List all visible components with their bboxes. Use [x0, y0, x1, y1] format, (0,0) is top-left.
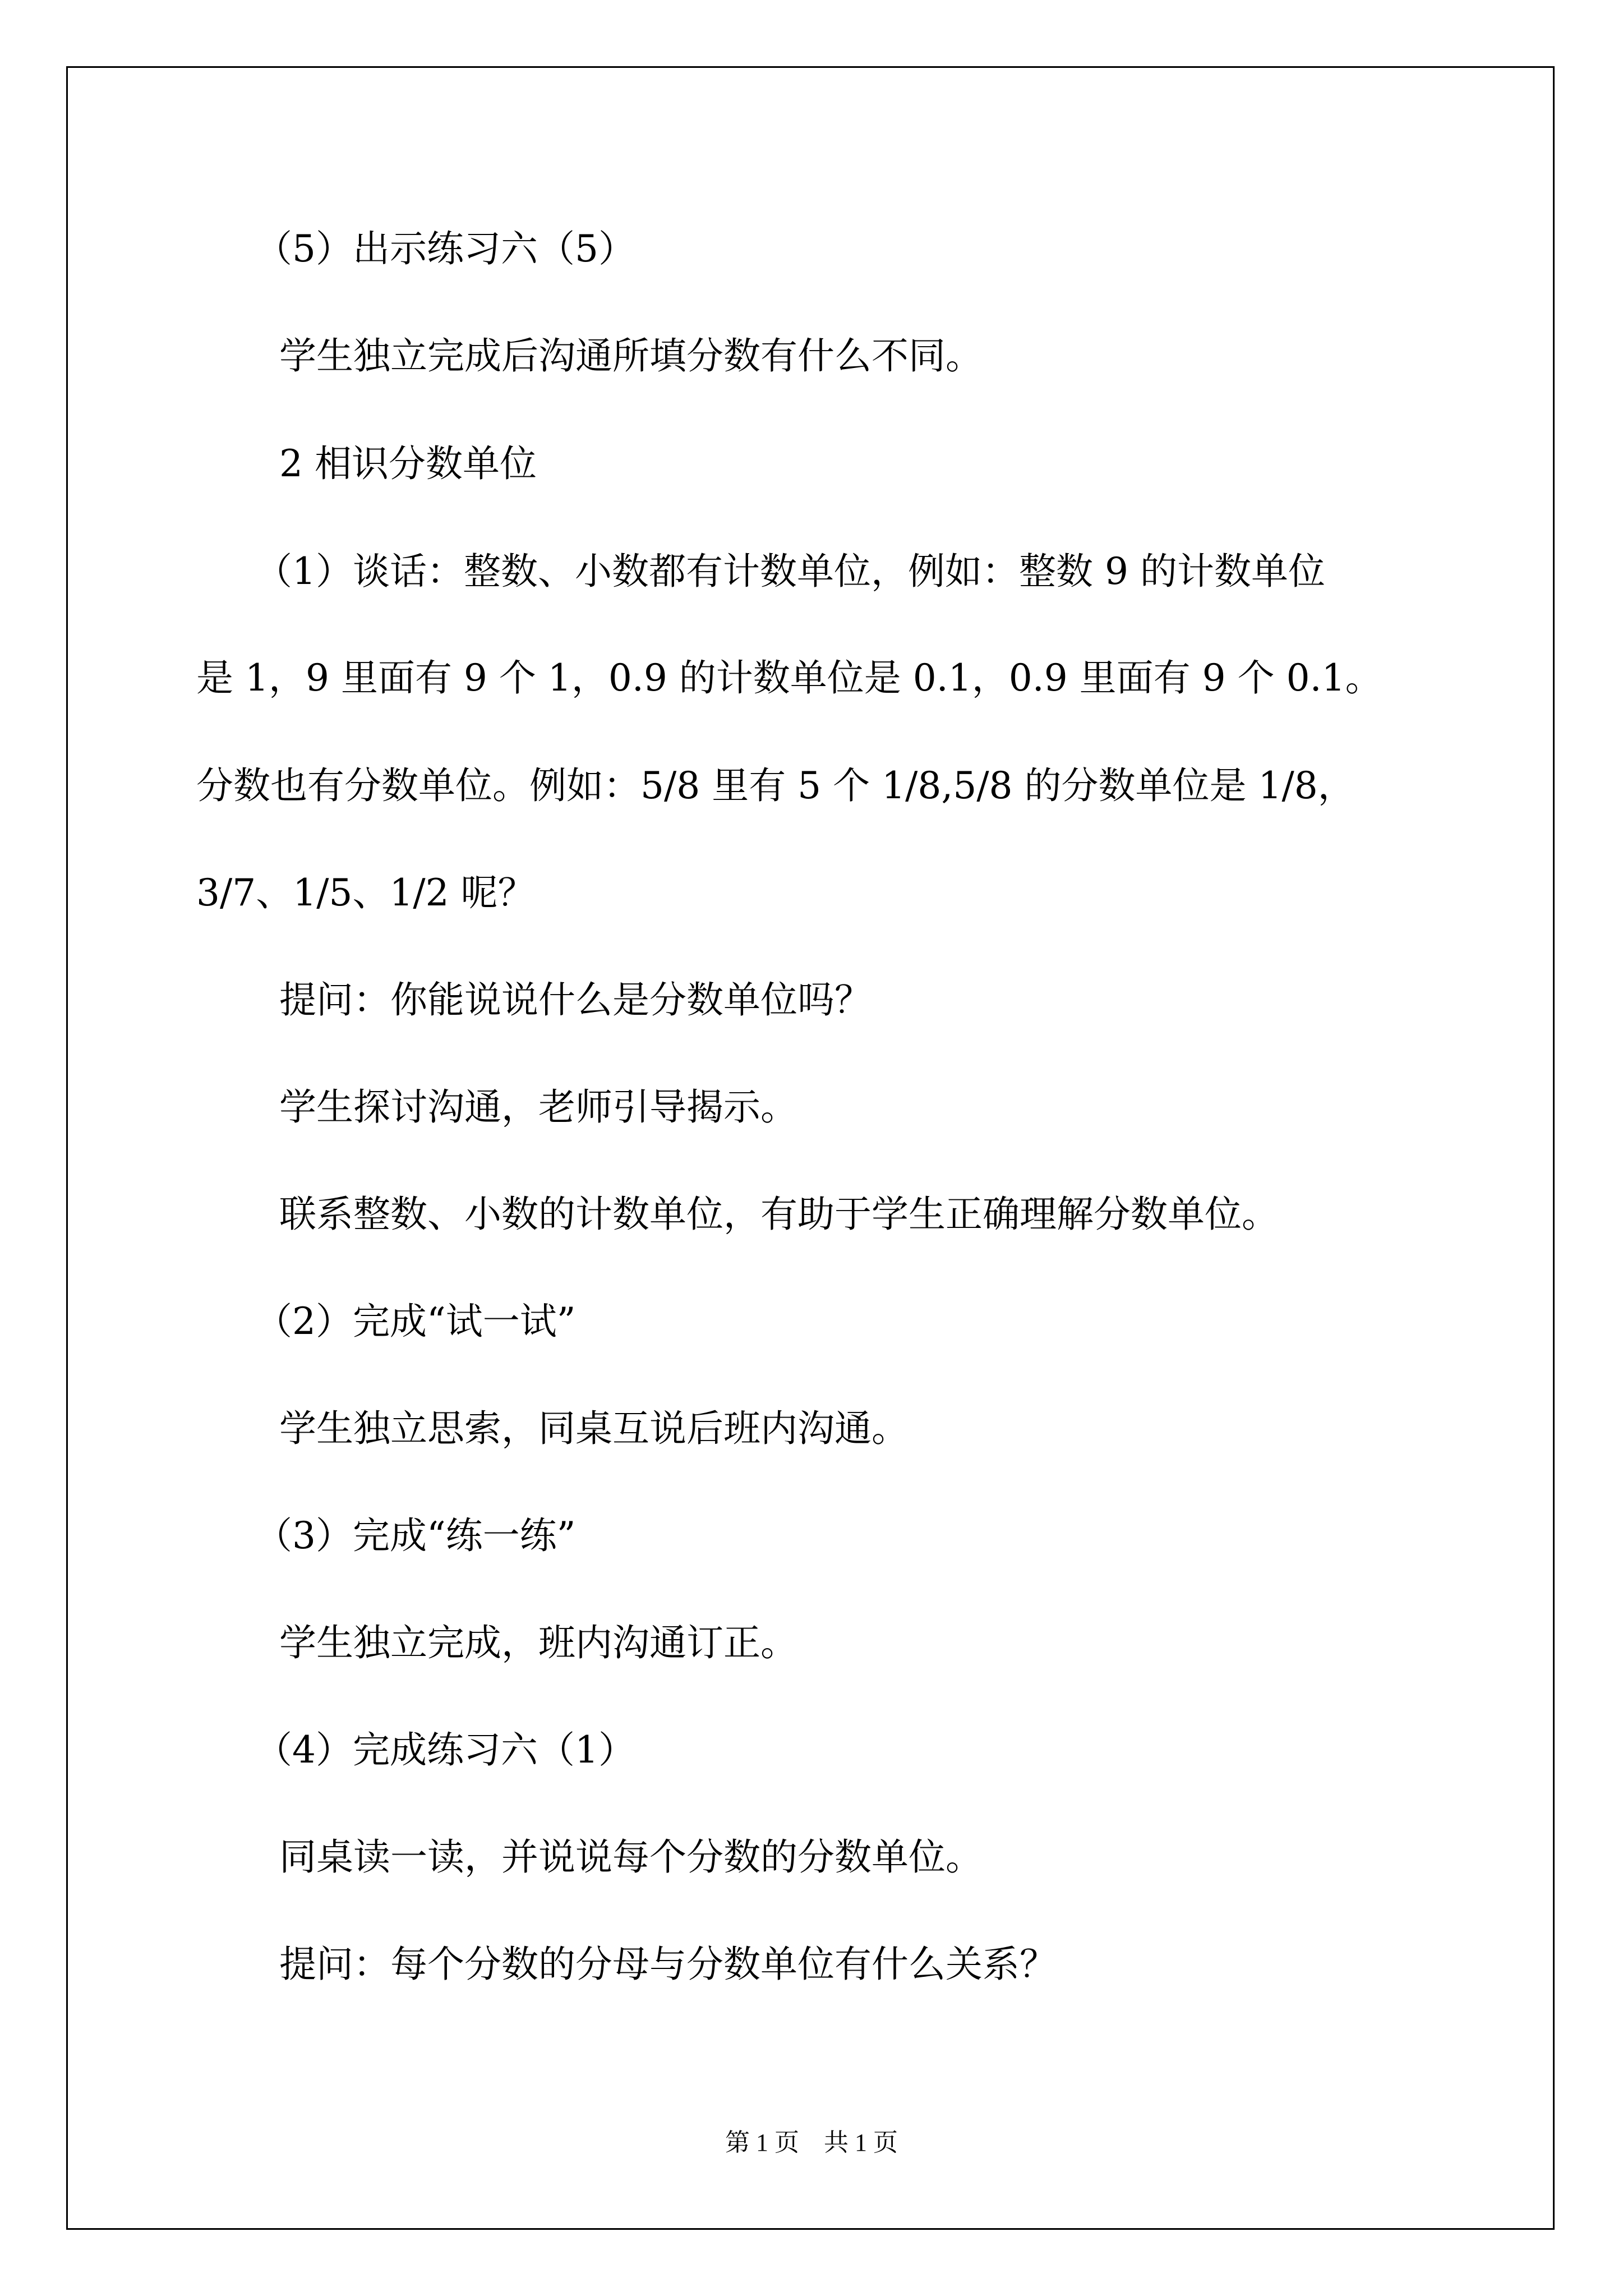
paragraph-line: （4）完成练习六（1） — [255, 1728, 635, 1772]
paragraph-line: （1）谈话：整数、小数都有计数单位，例如：整数 9 的计数单位 — [255, 550, 1325, 593]
page-number-footer: 第 1 页 共 1 页 — [725, 2129, 898, 2156]
paragraph-line: 学生独立完成后沟通所填分数有什么不同。 — [279, 334, 983, 378]
paragraph-line: 分数也有分数单位。例如：5/8 里有 5 个 1/8,5/8 的分数单位是 1/8， — [196, 764, 1355, 807]
paragraph-line: （5）出示练习六（5） — [255, 227, 635, 270]
paragraph-line: 提问：你能说说什么是分数单位吗？ — [279, 978, 872, 1022]
section-heading: 2 相识分数单位 — [279, 442, 537, 485]
paragraph-line: （3）完成“练一练” — [255, 1514, 576, 1557]
paragraph-line: 提问：每个分数的分母与分数单位有什么关系？ — [279, 1943, 1057, 1986]
paragraph-line: 学生独立完成，班内沟通订正。 — [279, 1621, 797, 1664]
paragraph-line: 同桌读一读，并说说每个分数的分数单位。 — [279, 1835, 983, 1879]
paragraph-line: 是 1，9 里面有 9 个 1，0.9 的计数单位是 0.1，0.9 里面有 9 个 0.1。 — [196, 656, 1382, 700]
paragraph-line: 联系整数、小数的计数单位，有助于学生正确理解分数单位。 — [279, 1193, 1279, 1236]
paragraph-line: 3/7、1/5、1/2 呢？ — [196, 871, 535, 914]
paragraph-line: 学生独立思索，同桌互说后班内沟通。 — [279, 1407, 909, 1450]
paragraph-line: （2）完成“试一试” — [255, 1300, 576, 1343]
paragraph-line: 学生探讨沟通，老师引导揭示。 — [279, 1085, 797, 1129]
